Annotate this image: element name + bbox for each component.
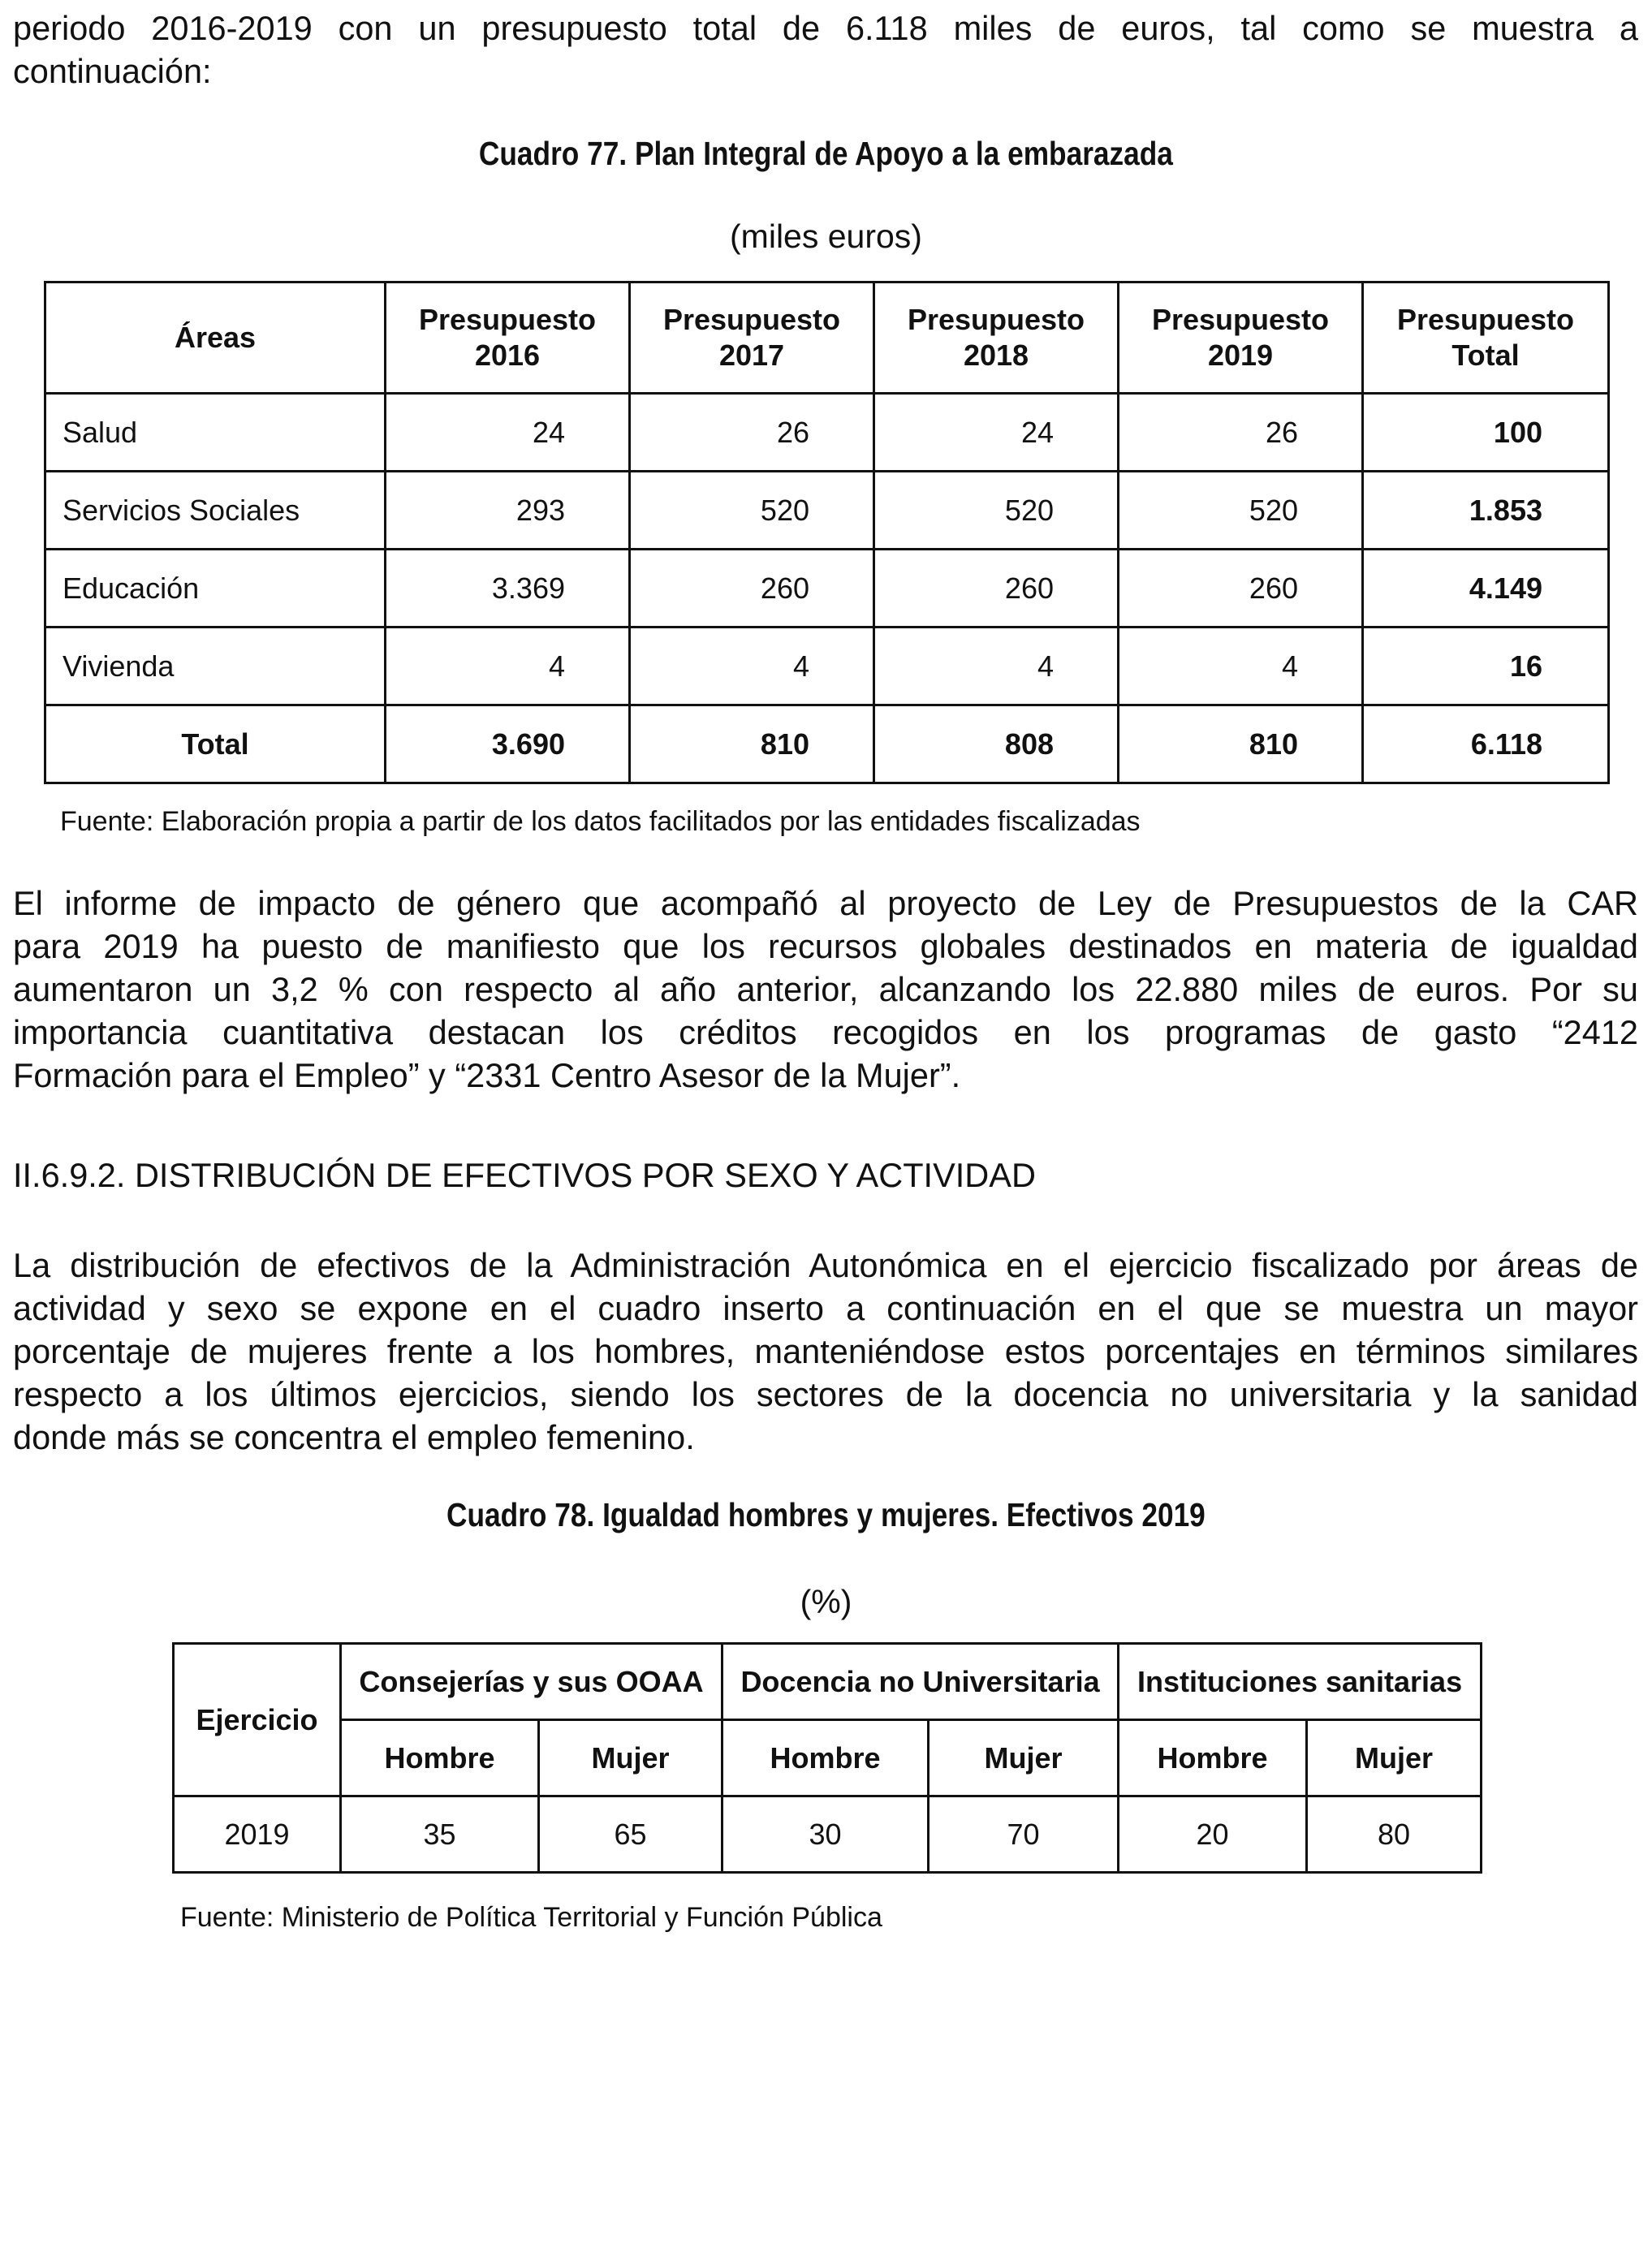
table-subheader-row [174,1720,1482,1796]
table-78-caption: Cuadro 78. Igualdad hombres y mujeres. Efectivos 2019 [446,1496,1206,1533]
cell-value: 24 [386,394,630,472]
table-header-row [174,1644,1482,1720]
table-77-caption: Cuadro 77. Plan Integral de Apoyo a la embarazada [478,135,1173,172]
header-docencia: Docencia no Universitaria [722,1644,1119,1720]
cell-value: 70 [929,1796,1119,1873]
cell-value: 808 [874,705,1119,783]
cell-value: 810 [630,705,874,783]
text-line: importancia cuantitativa destacan los créditos recogidos en los programas de gasto “2412 [13,1013,1638,1051]
paragraph-distribucion [13,1244,1638,1459]
cell-value: 260 [874,550,1119,628]
cell-ejercicio: 2019 [174,1796,341,1873]
cell-value: 26 [630,394,874,472]
header-mujer: Mujer [539,1720,722,1796]
cell-total: 16 [1363,628,1609,705]
cell-value: 65 [539,1796,722,1873]
table-header-row [45,282,1609,394]
cell-value: 3.369 [386,550,630,628]
text-line: actividad y sexo se expone en el cuadro inserto a continuación en el que se muestra un mayor [13,1289,1638,1327]
header-consejerias: Consejerías y sus OOAA [341,1644,722,1720]
cell-value: 810 [1119,705,1363,783]
text-line: La distribución de efectivos de la Administración Autonómica en el ejercicio fiscalizado por áreas de [13,1246,1638,1284]
text-line: Formación para el Empleo” y “2331 Centro Asesor de la Mujer”. [13,1056,961,1094]
cell-value: 4 [386,628,630,705]
cell-value: 3.690 [386,705,630,783]
header-presupuesto-2016: Presupuesto 2016 [386,282,630,394]
table-row [45,394,1609,472]
header-presupuesto-2018: Presupuesto 2018 [874,282,1119,394]
header-presupuesto-total: Presupuesto Total [1363,282,1609,394]
cell-area: Total [45,705,386,783]
text-line: respecto a los últimos ejercicios, siendo los sectores de la docencia no universitaria y la sanidad [13,1375,1638,1413]
table-row [45,550,1609,628]
cell-value: 20 [1119,1796,1307,1873]
table-row [174,1796,1482,1873]
cell-value: 260 [630,550,874,628]
cell-total: 6.118 [1363,705,1609,783]
text-line: continuación: [13,52,212,90]
cell-value: 260 [1119,550,1363,628]
cell-value: 520 [874,472,1119,550]
cell-value: 293 [386,472,630,550]
text-line: porcentaje de mujeres frente a los hombres, manteniéndose estos porcentajes en términos similares [13,1332,1638,1370]
header-ejercicio: Ejercicio [174,1644,341,1796]
cell-value: 24 [874,394,1119,472]
cell-value: 520 [1119,472,1363,550]
text-line: para 2019 ha puesto de manifiesto que los recursos globales destinados en materia de igualdad [13,927,1638,965]
header-presupuesto-2019: Presupuesto 2019 [1119,282,1363,394]
cell-area: Salud [45,394,386,472]
budget-table [44,281,1610,784]
cell-total: 100 [1363,394,1609,472]
text-line: periodo 2016-2019 con un presupuesto total de 6.118 miles de euros, tal como se muestra a [13,9,1638,47]
header-mujer: Mujer [1307,1720,1482,1796]
section-heading: II.6.9.2. DISTRIBUCIÓN DE EFECTIVOS POR SEXO Y ACTIVIDAD [13,1156,1036,1194]
table-78-source: Fuente: Ministerio de Política Territorial y Función Pública [180,1902,882,1933]
cell-value: 520 [630,472,874,550]
cell-value: 80 [1307,1796,1482,1873]
table-78-unit: (%) [800,1583,852,1620]
cell-total: 4.149 [1363,550,1609,628]
gender-table [172,1642,1482,1874]
cell-total: 1.853 [1363,472,1609,550]
cell-area: Servicios Sociales [45,472,386,550]
header-sanitarias: Instituciones sanitarias [1119,1644,1482,1720]
table-77-unit: (miles euros) [730,218,922,255]
text-line: El informe de impacto de género que acompañó al proyecto de Ley de Presupuestos de la CAR [13,884,1638,922]
paragraph-igualdad [13,882,1638,1097]
cell-value: 26 [1119,394,1363,472]
cell-area: Vivienda [45,628,386,705]
cell-value: 4 [630,628,874,705]
table-total-row [45,705,1609,783]
cell-value: 30 [722,1796,929,1873]
text-line: donde más se concentra el empleo femenino. [13,1418,695,1456]
cell-value: 35 [341,1796,539,1873]
header-areas: Áreas [45,282,386,394]
cell-value: 4 [1119,628,1363,705]
header-mujer: Mujer [929,1720,1119,1796]
cell-area: Educación [45,550,386,628]
intro-paragraph [13,6,1638,93]
table-row [45,472,1609,550]
header-hombre: Hombre [722,1720,929,1796]
text-line: aumentaron un 3,2 % con respecto al año anterior, alcanzando los 22.880 miles de euros. Por su [13,970,1638,1008]
header-hombre: Hombre [341,1720,539,1796]
header-hombre: Hombre [1119,1720,1307,1796]
table-77-source: Fuente: Elaboración propia a partir de los datos facilitados por las entidades fiscalizadas [60,806,1141,837]
cell-value: 4 [874,628,1119,705]
table-row [45,628,1609,705]
header-presupuesto-2017: Presupuesto 2017 [630,282,874,394]
